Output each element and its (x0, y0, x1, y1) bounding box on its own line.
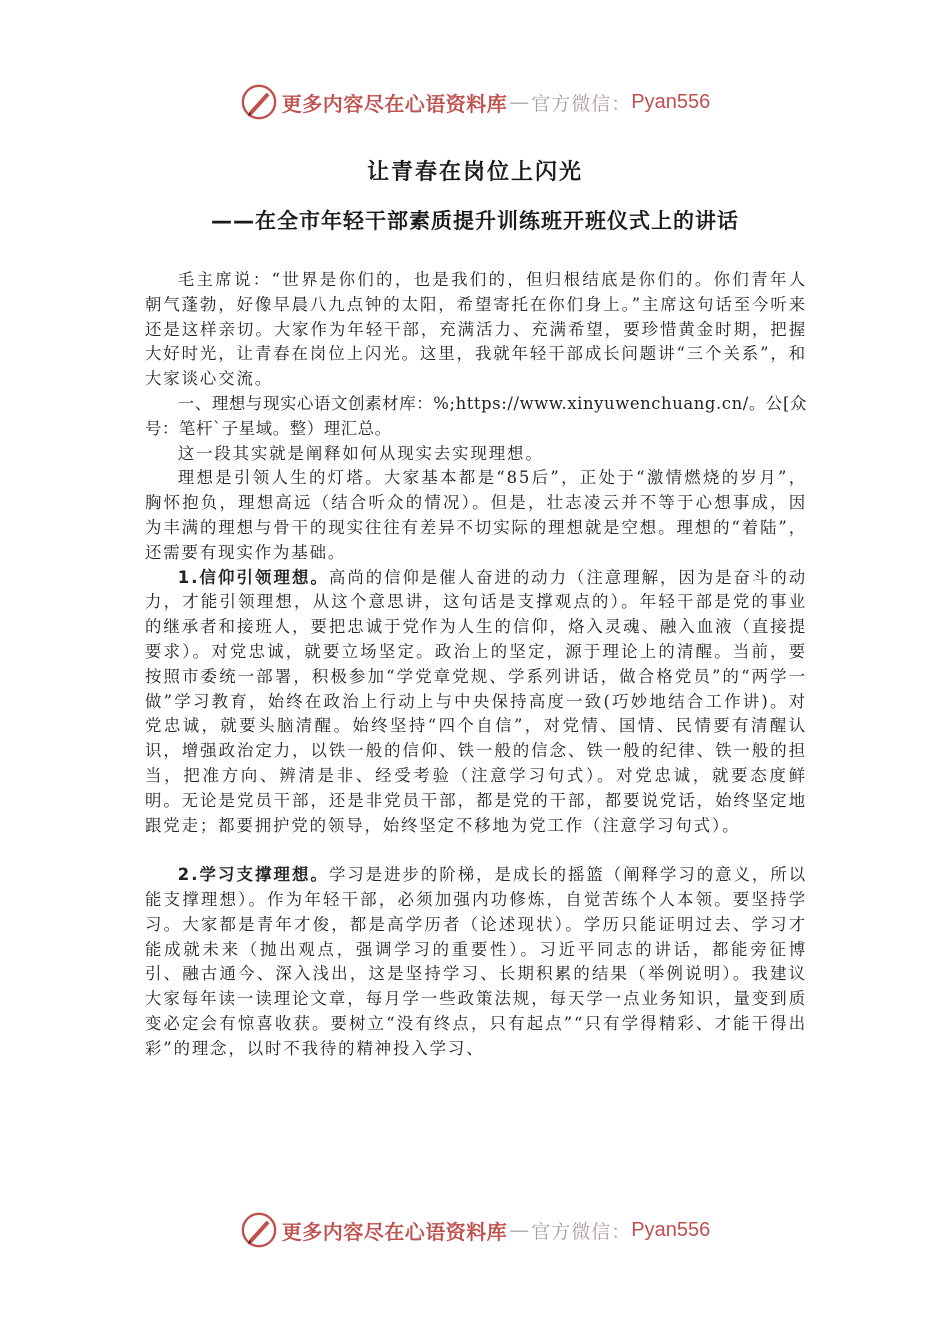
header-watermark-banner (0, 82, 950, 122)
paragraph-ideal: 理想是引领人生的灯塔。大家基本都是“85后”，正处于“激情燃烧的岁月”，胸怀抱负，理想高远（结合听众的情况）。但是，壮志凌云并不等于心想事成，因为丰满的理想与骨干的现实往往有差异不切实际的理想就是空想。理想的“着陆”，还需要有现实作为基础。 (145, 468, 807, 562)
study-lead: 2.学习支撑理想。 (177, 865, 329, 885)
banner-wechat-id: Pyan556 (631, 90, 711, 113)
banner-main-text: 更多内容尽在心语资料库 (281, 1219, 508, 1244)
paragraph-explanation: 这一段其实就是阐释如何从现实去实现理想。 (177, 443, 544, 463)
footer-watermark-banner (0, 1210, 950, 1250)
banner-dash: — (509, 1218, 530, 1242)
banner-wechat-id: Pyan556 (631, 1218, 711, 1241)
banner-sub-text: 官方微信： (531, 1220, 632, 1243)
paragraph-belief (145, 566, 807, 839)
belief-lead: 1.信仰引领理想。 (177, 567, 329, 587)
document-body (145, 268, 807, 1062)
paragraph-section-heading: 一、理想与现实心语文创素材库：%;https://www.xinyuwenchuang.cn/。公[众号：笔杆`子星域。整）理汇总。 (145, 393, 807, 438)
pen-logo-icon (240, 83, 278, 121)
document-subtitle: ——在全市年轻干部素质提升训练班开班仪式上的讲话 (211, 209, 739, 233)
study-text: 学习是进步的阶梯，是成长的摇篮（阐释学习的意义，所以能支撑理想）。作为年轻干部，必须加强内功修炼，自觉苦练个人本领。要坚持学习。大家都是青年才俊，都是高学历者（论述现状）。学历只能证明过去、学习才能成就未来（抛出观点，强调学习的重要性）。习近平同志的讲话，都能旁征博引、融古通今、深入浅出，这是坚持学习、长期积累的结果（举例说明）。我建议大家每年读一读理论文章，每月学一些政策法规，每天学一点业务知识，量变到质变必定会有惊喜收获。要树立“没有终点，只有起点”“只有学得精彩、才能干得出彩”的理念，以时不我待的精神投入学习、 (145, 865, 807, 1058)
banner-main-text: 更多内容尽在心语资料库 (281, 91, 508, 116)
paragraph-gap (145, 838, 807, 863)
banner-dash: — (509, 90, 530, 114)
paragraph-study (145, 863, 807, 1061)
belief-text: 高尚的信仰是催人奋进的动力（注意理解，因为是奋斗的动力，才能引领理想，从这个意思讲，这句话是支撑观点的）。年轻干部是党的事业的继承者和接班人，要把忠诚于党作为人生的信仰，烙入灵魂、融入血液（直接提要求）。对党忠诚，就要立场坚定。政治上的坚定，源于理论上的清醒。当前，要按照市委统一部署，积极参加“学党章党规、学系列讲话，做合格党员”的“两学一做”学习教育，始终在政治上行动上与中央保持高度一致(巧妙地结合工作讲)。对党忠诚，就要头脑清醒。始终坚持“四个自信”，对党情、国情、民情要有清醒认识，增强政治定力，以铁一般的信仰、铁一般的信念、铁一般的纪律、铁一般的担当，把准方向、辨清是非、经受考验（注意学习句式）。对党忠诚，就要态度鲜明。无论是党员干部，还是非党员干部，都是党的干部，都要说党话，始终坚定地跟党走；都要拥护党的领导，始终坚定不移地为党工作（注意学习句式）。 (145, 567, 807, 835)
pen-logo-icon (240, 1211, 278, 1249)
document-title: 让青春在岗位上闪光 (366, 160, 583, 185)
banner-sub-text: 官方微信： (531, 92, 632, 115)
paragraph-intro: 毛主席说：“世界是你们的，也是我们的，但归根结底是你们的。你们青年人朝气蓬勃，好像早晨八九点钟的太阳，希望寄托在你们身上。”主席这句话至今听来还是这样亲切。大家作为年轻干部，充满活力、充满希望，要珍惜黄金时期，把握大好时光，让青春在岗位上闪光。这里，我就年轻干部成长问题讲“三个关系”，和大家谈心交流。 (145, 270, 807, 389)
